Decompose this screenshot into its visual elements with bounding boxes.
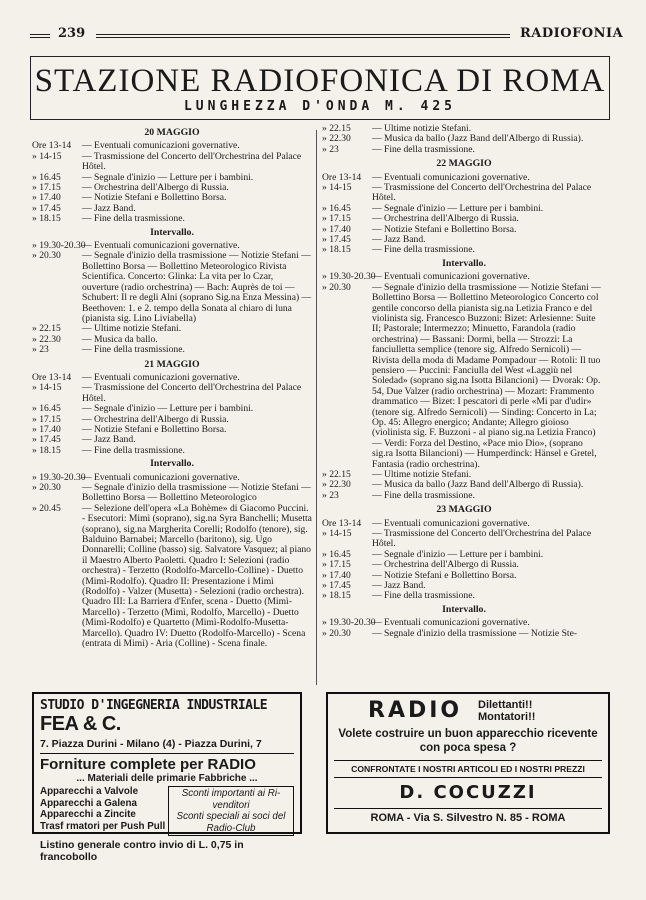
advert-fea-subhead: ... Materiali delle primarie Fabbriche ... (76, 773, 258, 784)
entry-time: Ore 13-14 (322, 171, 362, 183)
schedule-entry (322, 145, 606, 155)
advert-cocuzzi-name: D. COCUZZI (399, 782, 537, 803)
entry-text: — Ultime notizie Stefani. (372, 123, 472, 134)
entry-time: » 17.40 (32, 192, 61, 204)
schedule-entry (32, 345, 312, 355)
entry-time: » 18.15 (322, 590, 351, 602)
entry-time: » 16.45 (32, 403, 61, 415)
page-header (30, 24, 624, 44)
entry-time: » 20.30 (32, 250, 61, 262)
entry-text: — Segnale d'inizio della trasmissione — Notizie Stefani — Bollettino Borsa — Bollettino Meteorologico (82, 482, 311, 504)
entry-text: — Musica da ballo (Jazz Band dell'Albergo di Russia). (372, 479, 584, 491)
advert-cocuzzi-audience-line: Dilettanti!! (478, 699, 533, 711)
entry-text: — Trasmissione del Concerto dell'Orchestrina del Palace Hôtel. (372, 528, 592, 550)
day-heading: 20 MAGGIO (144, 127, 200, 138)
entry-text: — Fine della trasmissione. (82, 213, 185, 225)
entry-text: — Eventuali comunicazioni governative. (82, 240, 240, 252)
day-heading: 22 MAGGIO (436, 158, 492, 170)
schedule-entry (32, 483, 312, 504)
entry-time: » 23 (32, 344, 49, 356)
entry-text: — Fine della trasmissione. (372, 590, 475, 602)
entry-time: » 14-15 (32, 382, 62, 394)
entry-time: » 22.30 (32, 333, 61, 345)
schedule-entry (322, 183, 606, 204)
entry-text: — Orchestrina dell'Albergo di Russia. (82, 413, 229, 425)
entry-time: » 17.45 (32, 434, 61, 446)
entry-time: » 17.40 (32, 423, 61, 435)
advert-cocuzzi-audience (478, 699, 535, 723)
entry-text: — Segnale d'inizio della trasmissione — Notizie Stefani — Bollettino Borsa — Bollettino Meteorologico Rivista Scientifica. Concerto: Glinka: La vita per lo Czar, ouverture (radio orchestrina) — Bach: Auprès de toi — Schubert: Il re degli Alni (soprano Sig.na Enza Messina) — Beethoven: 1. e 2. tempo della Sonata al chiaro di luna (pianista sig. Lino Liviabella) (82, 250, 312, 324)
entry-text: — Notizie Stefani e Bollettino Borsa. (82, 423, 227, 435)
entry-text: — Segnale d'inizio — Letture per i bambini. (372, 202, 544, 214)
header-rule (96, 34, 510, 35)
entry-time: » 14-15 (322, 528, 352, 540)
advert-cocuzzi-question: Volete costruire un buon apparecchio ricevente con poca spesa ? (338, 728, 598, 754)
advert-fea-discount: venditori (212, 799, 250, 811)
advert-fea-item: Apparecchi a Zincite (40, 809, 136, 820)
entry-time: » 18.15 (32, 213, 61, 225)
entry-time: » 20.30 (322, 281, 351, 293)
entry-text: — Segnale d'inizio — Letture per i bambini. (82, 171, 254, 183)
entry-text: — Segnale d'inizio — Letture per i bambini. (82, 403, 254, 415)
entry-time: » 17.15 (32, 182, 61, 194)
page-number: 239 (58, 26, 86, 41)
advert-fea-footer: Listino generale contro invio di L. 0,75 in francobollo (40, 839, 244, 863)
entry-time: » 17.40 (322, 569, 351, 581)
entry-time: » 17.45 (322, 234, 351, 246)
interval-label: Intervallo. (150, 226, 194, 238)
page-title: STAZIONE RADIOFONICA DI ROMA (34, 63, 606, 99)
schedule-entry (32, 383, 312, 404)
page-subtitle: LUNGHEZZA D'ONDA M. 425 (183, 99, 456, 114)
interval-label: Intervallo. (442, 603, 486, 615)
entry-text: — Eventuali comunicazioni governative. (372, 171, 530, 183)
advert-fea-item: Trasf rmatori per Push Pull (40, 820, 166, 832)
entry-text: — Eventuali comunicazioni governative. (372, 617, 530, 629)
entry-time: » 16.45 (32, 171, 61, 183)
entry-text: — Selezione dell'opera «La Bohème» di Giacomo Puccini. - Esecutori: Mimì (soprano), sig.na Syra Banchelli; Musetta (soprano), sig.na Margherita Corelli; Rodolfo (tenore), sig. Balduino Barnabei; Marcello (baritono), sig. Ugo Donnarelli; Colline (basso) sig. Salvatore Vasquez; al piano il Maestro Alberto Paoletti. Quadro I: Selezioni (radio orchestra) - Terzetto (Rodolfo-Marcello-Colline) - Duetto (Mimì-Rodolfo). Quadro II: Presentazione i Mimì (Rodolfo) - Valzer (Musetta) - Selezioni (radio orchestra). Quadro III: La Barriera d'Enfer, scena - Duetto (Mimì-Marcello) - Terzetto (Mimì, Rodolfo, Marcello) - Duetto (Mimì-Rodolfo) e Quartetto (Mimì-Rodolfo-Musetta-Marcello). Quadro IV: Duetto (Rodolfo-Marcello) - Scena (entrata di Mimì) - Aria (Colline) - Scena finale. (82, 502, 312, 650)
entry-text: — Fine della trasmissione. (82, 444, 185, 456)
entry-text: — Orchestrina dell'Albergo di Russia. (372, 213, 519, 225)
entry-text: — Jazz Band. (372, 580, 426, 592)
entry-time: » 19.30-20.30 (322, 617, 376, 629)
schedule-entry (32, 446, 312, 456)
entry-time: » 20.30 (322, 627, 351, 639)
entry-time: » 23 (322, 489, 339, 501)
advert-fea-items (40, 786, 168, 836)
entry-time: » 18.15 (32, 444, 61, 456)
advert-fea (32, 692, 302, 863)
advert-fea-headline: Forniture complete per RADIO (40, 753, 294, 773)
entry-time: » 17.15 (322, 213, 351, 225)
entry-text: — Notizie Stefani e Bollettino Borsa. (372, 569, 517, 581)
schedule-entry (32, 425, 312, 435)
advert-fea-discounts (168, 786, 294, 836)
entry-text: — Jazz Band. (82, 202, 136, 214)
day-heading: 23 MAGGIO (436, 504, 492, 516)
advert-cocuzzi-address: ROMA - Via S. Silvestro N. 85 - ROMA (334, 808, 602, 824)
schedule-left-column (32, 124, 312, 650)
entry-text: — Fine della trasmissione. (372, 244, 475, 256)
entry-text: — Ultime notizie Stefani. (372, 469, 472, 480)
entry-time: » 17.15 (322, 559, 351, 571)
interval-label: Intervallo. (150, 458, 194, 470)
entry-time: » 23 (322, 143, 339, 155)
schedule-entry (322, 529, 606, 550)
entry-text: — Musica da ballo (Jazz Band dell'Albergo di Russia). (372, 133, 584, 145)
magazine-name: RADIOFONIA (520, 26, 624, 41)
entry-time: » 14-15 (32, 150, 62, 162)
schedule-entry (32, 251, 312, 324)
schedule-entry (322, 283, 606, 470)
advert-fea-discount: Sconti importanti ai Ri- (181, 788, 281, 799)
schedule-entry (32, 504, 312, 650)
entry-text: — Segnale d'inizio della trasmissione — Notizie Ste- (372, 627, 578, 639)
entry-time: » 17.45 (32, 202, 61, 214)
entry-time: » 17.45 (322, 580, 351, 592)
entry-text: — Eventuali comunicazioni governative. (372, 517, 530, 529)
entry-text: — Trasmissione del Concerto dell'Orchestrina del Palace Hôtel. (82, 150, 302, 173)
entry-text: — Orchestrina dell'Albergo di Russia. (372, 559, 519, 571)
entry-time: » 20.45 (32, 502, 61, 514)
advert-fea-studio (40, 698, 294, 736)
entry-text: — Notizie Stefani e Bollettino Borsa. (82, 192, 227, 204)
entry-text: — Segnale d'inizio — Letture per i bambini. (372, 548, 544, 560)
entry-time: » 22.30 (322, 133, 351, 145)
interval-label: Intervallo. (442, 257, 486, 269)
entry-time: » 16.45 (322, 202, 351, 214)
advert-cocuzzi-compare: CONFRONTATE I NOSTRI ARTICOLI ED I NOSTRI PREZZI (334, 760, 602, 778)
schedule-entry (322, 571, 606, 581)
entry-time: » 17.15 (32, 413, 61, 425)
entry-text: — Ultime notizie Stefani. (82, 323, 182, 335)
advert-fea-studio-text: STUDIO D'INGEGNERIA INDUSTRIALE (40, 698, 268, 713)
schedule-entry (32, 193, 312, 203)
entry-text: — Eventuali comunicazioni governative. (82, 140, 240, 152)
day-heading: 21 MAGGIO (144, 358, 200, 370)
schedule-entry (322, 591, 606, 601)
entry-time: » 22.15 (32, 323, 61, 335)
advert-fea-address: 7. Piazza Durini - Milano (4) - Piazza Durini, 7 (40, 738, 262, 750)
header-rule (96, 37, 510, 38)
advert-fea-item: Apparecchi a Valvole (40, 786, 139, 797)
entry-time: » 22.30 (322, 479, 351, 491)
entry-time: » 14-15 (322, 182, 352, 194)
schedule-entry (322, 629, 606, 639)
entry-text: — Jazz Band. (82, 434, 136, 446)
header-rule (30, 37, 50, 38)
entry-time: » 20.30 (32, 482, 61, 493)
entry-time: » 16.45 (322, 548, 351, 560)
entry-text: — Eventuali comunicazioni governative. (82, 471, 240, 483)
entry-time: Ore 13-14 (32, 371, 72, 383)
advert-fea-discount: Radio-Club (206, 822, 256, 834)
schedule-entry (32, 404, 312, 414)
entry-text: — Fine della trasmissione. (372, 489, 475, 501)
entry-time: Ore 13-14 (322, 517, 362, 529)
schedule-right-column (322, 124, 606, 639)
advert-cocuzzi-brand: RADIO (368, 698, 463, 723)
schedule-entry (322, 225, 606, 235)
advert-fea-discount: Sconti speciali ai soci del (176, 811, 286, 822)
header-rule (30, 34, 50, 35)
schedule-entry (322, 245, 606, 255)
schedule-entry (32, 152, 312, 173)
entry-time: » 22.15 (322, 123, 351, 134)
advert-fea-item: Apparecchi a Galena (40, 797, 137, 809)
entry-text: — Fine della trasmissione. (82, 344, 185, 356)
entry-text: — Trasmissione del Concerto dell'Orchestrina del Palace Hôtel. (82, 382, 302, 404)
entry-time: Ore 13-14 (32, 140, 72, 152)
entry-text: — Trasmissione del Concerto dell'Orchestrina del Palace Hôtel. (372, 182, 592, 204)
entry-time: » 18.15 (322, 244, 351, 256)
entry-text: — Orchestrina dell'Albergo di Russia. (82, 182, 229, 194)
entry-text: — Musica da ballo. (82, 333, 158, 345)
entry-text: — Eventuali comunicazioni governative. (82, 371, 240, 383)
column-divider (316, 130, 317, 685)
schedule-entry (32, 324, 312, 334)
advert-cocuzzi (326, 692, 610, 834)
entry-text: — Fine della trasmissione. (372, 143, 475, 155)
entry-time: » 19.30-20.30 (32, 471, 86, 483)
entry-time: » 17.40 (322, 223, 351, 235)
entry-text: — Jazz Band. (372, 234, 426, 246)
schedule-entry (322, 491, 606, 501)
entry-time: » 22.15 (322, 469, 351, 480)
advert-fea-firm: FEA & C. (40, 713, 121, 735)
entry-time: » 19.30-20.30 (322, 271, 376, 283)
entry-time: » 19.30-20.30 (32, 240, 86, 252)
advert-cocuzzi-audience-line: Montatori!! (478, 711, 536, 723)
entry-text: — Eventuali comunicazioni governative. (372, 271, 530, 283)
title-box (30, 56, 610, 120)
entry-text: — Notizie Stefani e Bollettino Borsa. (372, 223, 517, 235)
schedule-entry (32, 214, 312, 224)
entry-text: — Segnale d'inizio della trasmissione — Notizie Stefani — Bollettino Borsa — Bollettino Meteorologico Concerto col gentile concorso della pianista sig.na Letizia Franco e del violinista sig. Francesco Buzzoni: Bizet: Arlesienne: Suite II; Pastorale; Intermezzo; Minuetto, Farandola (radio orchestrina) — Bassani: Dormi, bella — Strozzi: La fanciulletta semplice (tenore sig. Alfredo Sernicoli) — Rivista della moda di Madame Pompadour — Rotoli: Il tuo pensiero — Puccini: Fanciulla del West «Laggiù nel Soledad» (soprano sig.na Isotta Bilancioni) — Dvorak: Op. 54, Due Valzer (radio orchestrina) — Mozart: Frammento drammatico — Bizet: I pescatori di perle «Mi par d'udir» (tenore sig. Alfredo Sernicoli) — Sinding: Concerto in La; Op. 45: Allegro energico; Andante; Allegro gioioso (violinista sig. F. Buzzoni - al piano sig.na Letizia Franco) — Verdi: Forza del Destino, «Pace mio Dio», (soprano sig.ra Isotta Bilancioni) — Humperdinck: Hänsel e Gretel, Fantasia (radio orchestrina). (372, 281, 601, 470)
